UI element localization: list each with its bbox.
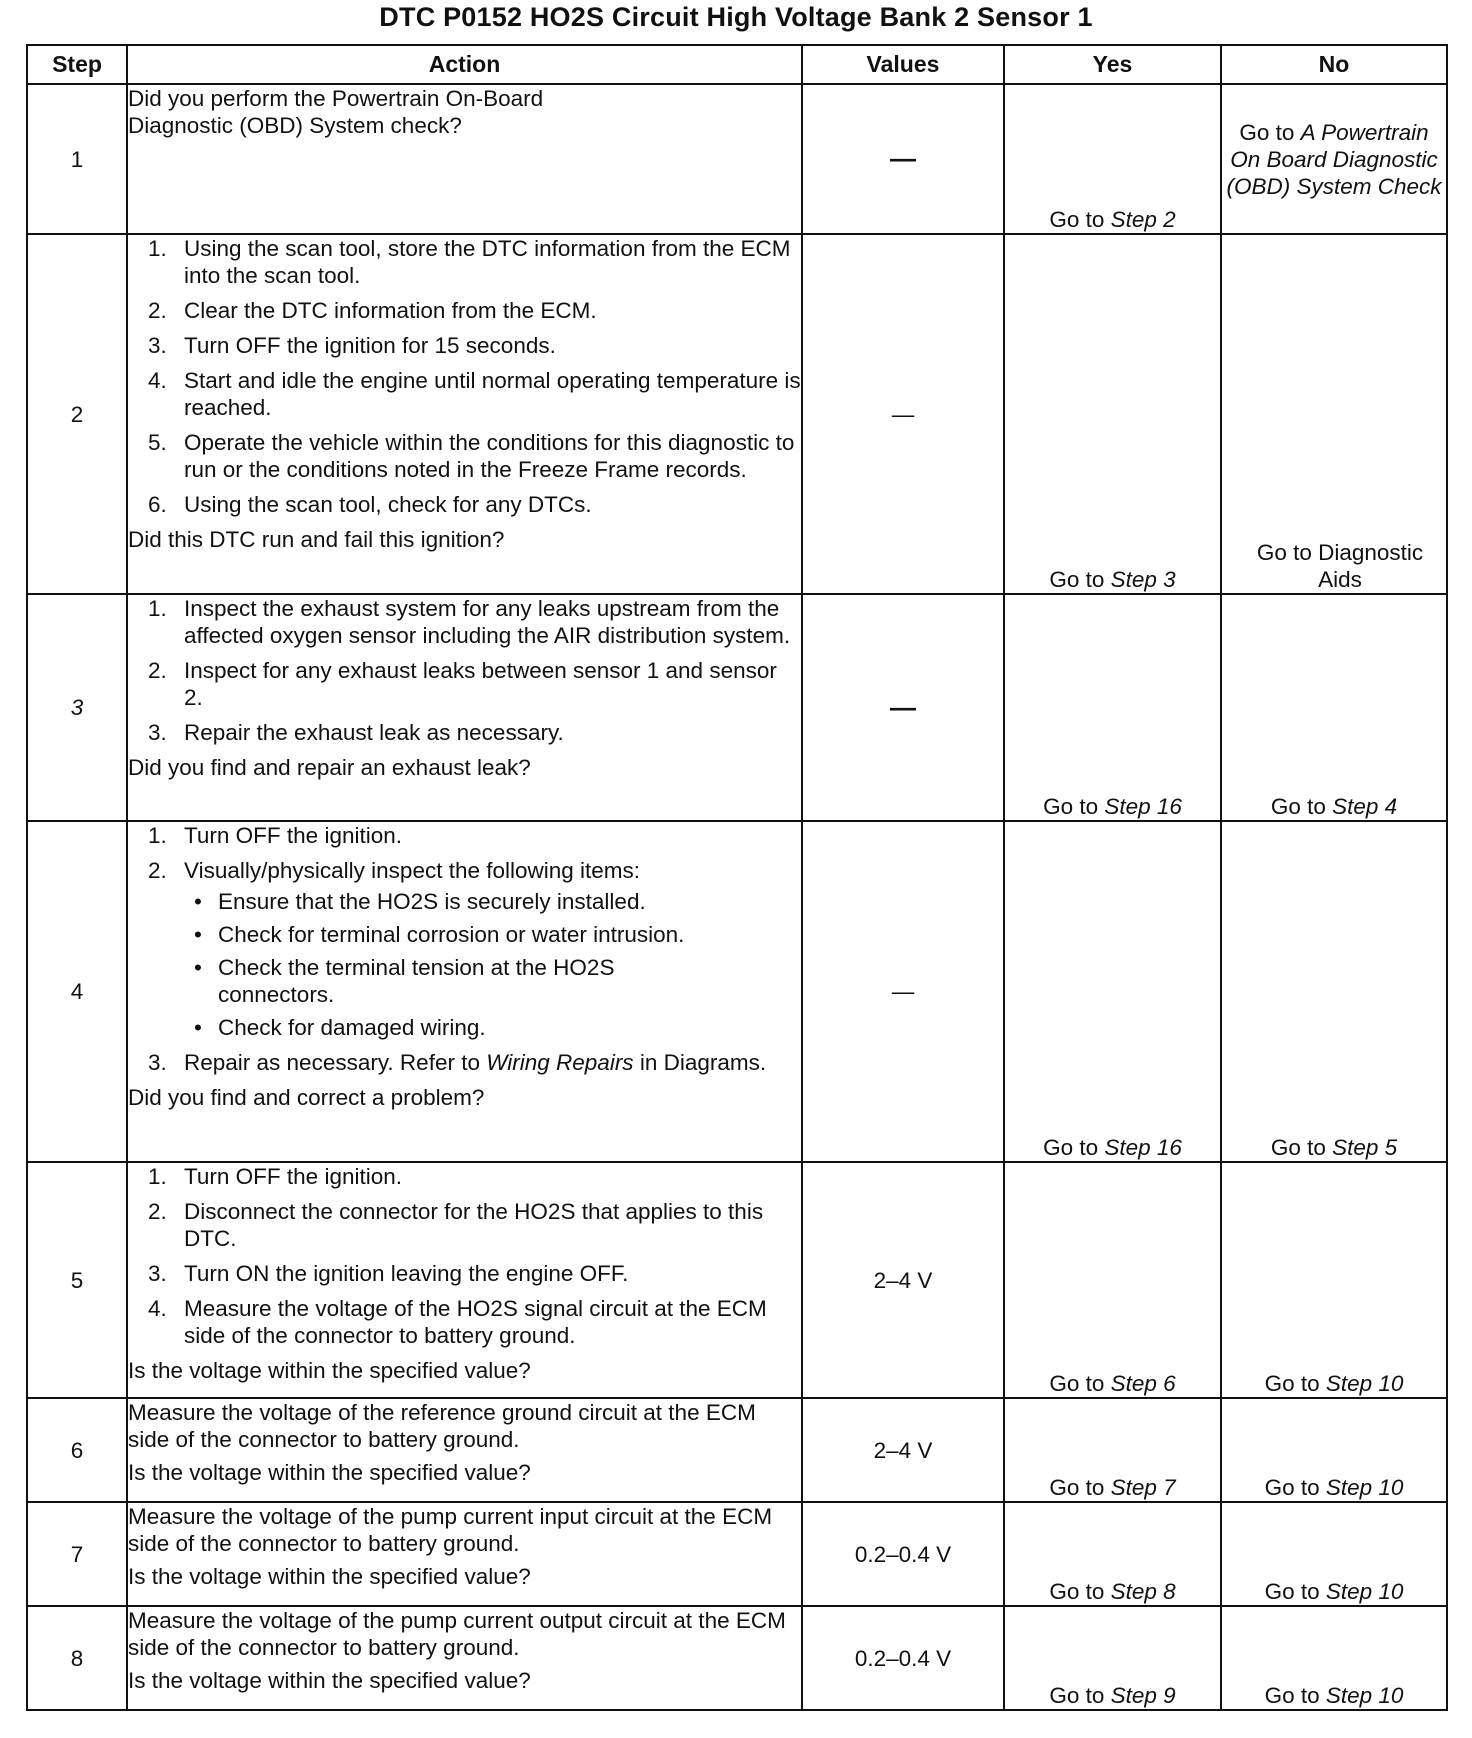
step-number: 4 — [27, 821, 127, 1162]
yes-prefix: Go to — [1049, 1579, 1111, 1604]
values-text: — — [891, 979, 915, 1004]
instruction-text: Operate the vehicle within the conditions for this diagnostic to run or the conditions noted in the Freeze Frame records. — [184, 430, 795, 482]
header-step: Step — [27, 45, 127, 84]
values-text: 0.2–0.4 V — [854, 1541, 952, 1567]
instruction-text: Inspect the exhaust system for any leaks upstream from the affected oxygen sensor including the AIR distribution system. — [184, 596, 791, 648]
instruction-text: Clear the DTC information from the ECM. — [184, 298, 597, 323]
bullet-item — [184, 888, 801, 915]
instruction-item — [128, 235, 801, 289]
instruction-item — [128, 822, 801, 849]
action-cell — [127, 594, 802, 821]
action-text: Measure the voltage of the pump current output circuit at the ECM side of the connector to battery ground. — [128, 1608, 786, 1660]
instruction-item — [128, 719, 801, 746]
action-cell — [127, 1398, 802, 1502]
yes-step-link: Step 16 — [1104, 1135, 1182, 1160]
instruction-number: 6. — [148, 492, 167, 517]
step-number: 6 — [27, 1398, 127, 1502]
yes-cell — [1004, 1162, 1221, 1398]
no-prefix: Go to — [1264, 1475, 1326, 1500]
yes-step-link: Step 7 — [1110, 1475, 1176, 1500]
instruction-number: 1. — [148, 236, 167, 261]
values-text: — — [891, 401, 915, 427]
instruction-number: 2. — [148, 658, 167, 683]
instruction-text: Turn OFF the ignition. — [184, 1164, 403, 1189]
values-cell — [802, 821, 1004, 1162]
header-row — [27, 45, 1447, 84]
no-prefix: Go to — [1239, 119, 1301, 145]
instruction-item — [128, 491, 801, 518]
yes-cell — [1004, 84, 1221, 234]
instruction-item — [128, 1049, 801, 1076]
bullet-text: Check for terminal corrosion or water intrusion. — [218, 922, 685, 947]
instruction-number: 1. — [148, 823, 167, 848]
no-step-link: Step 10 — [1325, 1683, 1404, 1708]
bullet-text: Ensure that the HO2S is securely installed. — [218, 889, 646, 914]
table-row — [27, 821, 1447, 1162]
values-text: — — [890, 691, 916, 722]
action-text: Did you perform the Powertrain On-Board Diagnostic (OBD) System check? — [128, 86, 544, 138]
instruction-number: 3. — [148, 1261, 167, 1286]
table-row — [27, 1162, 1447, 1398]
action-cell — [127, 821, 802, 1162]
instruction-text: Visually/physically inspect the following items: — [184, 858, 641, 883]
instruction-number: 3. — [148, 1050, 167, 1075]
action-cell — [127, 84, 802, 234]
bullet-icon: • — [194, 1015, 202, 1040]
action-cell — [127, 234, 802, 594]
instruction-item — [128, 297, 801, 324]
no-prefix: Go to — [1264, 1683, 1326, 1708]
instruction-list — [128, 595, 801, 746]
question-text: Is the voltage within the specified value? — [128, 1668, 531, 1693]
bullet-text: Check the terminal tension at the HO2S connectors. — [218, 955, 615, 1007]
instruction-item — [128, 595, 801, 649]
step-number: 2 — [27, 234, 127, 594]
no-cell — [1221, 594, 1447, 821]
yes-cell — [1004, 234, 1221, 594]
bullet-icon: • — [194, 955, 202, 980]
no-step-link: Step 4 — [1332, 794, 1398, 819]
instruction-text: Start and idle the engine until normal operating temperature is reached. — [184, 368, 801, 420]
values-text: — — [890, 143, 916, 173]
bullet-icon: • — [194, 922, 202, 947]
yes-prefix: Go to — [1049, 567, 1111, 592]
yes-prefix: Go to — [1049, 1683, 1111, 1708]
action-cell — [127, 1606, 802, 1710]
instruction-number: 1. — [148, 596, 167, 621]
instruction-list — [128, 235, 801, 518]
no-cell — [1221, 1606, 1447, 1710]
yes-cell — [1004, 821, 1221, 1162]
header-action: Action — [127, 45, 802, 84]
no-cell — [1221, 1502, 1447, 1606]
page-title: DTC P0152 HO2S Circuit High Voltage Bank 2 Sensor 1 — [379, 2, 1093, 32]
question-text: Is the voltage within the specified value? — [128, 1460, 531, 1485]
yes-cell — [1004, 594, 1221, 821]
no-cell — [1221, 234, 1447, 594]
header-values: Values — [802, 45, 1004, 84]
instruction-number: 2. — [148, 858, 167, 883]
instruction-text: Using the scan tool, check for any DTCs. — [184, 492, 592, 517]
bullet-item — [184, 921, 801, 948]
values-cell — [802, 1398, 1004, 1502]
yes-prefix: Go to — [1049, 207, 1111, 232]
instruction-text: Measure the voltage of the HO2S signal circuit at the ECM side of the connector to battery ground. — [184, 1296, 767, 1348]
no-step-link: A Powertrain On Board Diagnostic (OBD) System Check — [1226, 119, 1442, 199]
question-text: Did you find and repair an exhaust leak? — [128, 755, 531, 780]
action-text: Measure the voltage of the reference ground circuit at the ECM side of the connector to battery ground. — [128, 1400, 756, 1452]
instruction-number: 1. — [148, 1164, 167, 1189]
header-yes: Yes — [1004, 45, 1221, 84]
table-row — [27, 1502, 1447, 1606]
instruction-text: Repair as necessary. Refer to — [184, 1050, 487, 1075]
instruction-item — [128, 657, 801, 711]
instruction-text: Turn OFF the ignition. — [184, 823, 403, 848]
step-number: 5 — [27, 1162, 127, 1398]
instruction-list — [128, 822, 801, 1076]
bullet-item — [184, 1014, 801, 1041]
instruction-number: 4. — [148, 368, 167, 393]
instruction-number: 4. — [148, 1296, 167, 1321]
no-cell — [1221, 84, 1447, 234]
instruction-number: 2. — [148, 298, 167, 323]
instruction-number: 3. — [148, 720, 167, 745]
yes-step-link: Step 16 — [1104, 794, 1182, 819]
no-cell — [1221, 821, 1447, 1162]
action-cell — [127, 1502, 802, 1606]
no-cell — [1221, 1398, 1447, 1502]
wiring-repairs-reference: Wiring Repairs — [486, 1050, 634, 1075]
yes-step-link: Step 8 — [1110, 1579, 1176, 1604]
instruction-list — [128, 1163, 801, 1349]
diagnostic-table — [26, 44, 1448, 1711]
values-cell — [802, 1162, 1004, 1398]
instruction-text: Turn OFF the ignition for 15 seconds. — [184, 333, 556, 358]
instruction-number: 5. — [148, 430, 167, 455]
instruction-item — [128, 857, 801, 1041]
table-row — [27, 234, 1447, 594]
step-number: 7 — [27, 1502, 127, 1606]
no-prefix: Go to — [1270, 1135, 1333, 1160]
yes-step-link: Step 2 — [1110, 207, 1176, 232]
instruction-item — [128, 429, 801, 483]
yes-prefix: Go to — [1043, 794, 1105, 819]
no-step-link: Step 5 — [1332, 1135, 1398, 1160]
values-text: 0.2–0.4 V — [854, 1645, 952, 1671]
no-prefix: Go to — [1264, 1579, 1326, 1604]
action-text: Measure the voltage of the pump current input circuit at the ECM side of the connector to battery ground. — [128, 1504, 773, 1556]
instruction-text: Using the scan tool, store the DTC information from the ECM into the scan tool. — [184, 236, 791, 288]
table-row — [27, 1606, 1447, 1710]
no-prefix: Go to — [1270, 794, 1333, 819]
values-cell — [802, 1502, 1004, 1606]
yes-step-link: Step 3 — [1110, 567, 1176, 592]
values-text: 2–4 V — [873, 1267, 933, 1293]
instruction-item — [128, 332, 801, 359]
step-number: 3 — [27, 594, 127, 821]
yes-cell — [1004, 1398, 1221, 1502]
yes-step-link: Step 6 — [1110, 1371, 1176, 1396]
instruction-item — [128, 1163, 801, 1190]
bullet-text: Check for damaged wiring. — [218, 1015, 486, 1040]
table-row — [27, 594, 1447, 821]
header-no: No — [1221, 45, 1447, 84]
instruction-item — [128, 1198, 801, 1252]
no-prefix: Go to Diagnostic Aids — [1256, 540, 1424, 592]
instruction-text: Inspect for any exhaust leaks between sensor 1 and sensor 2. — [184, 658, 777, 710]
yes-cell — [1004, 1606, 1221, 1710]
values-text: 2–4 V — [873, 1437, 933, 1463]
instruction-text: Disconnect the connector for the HO2S that applies to this DTC. — [184, 1199, 764, 1251]
yes-cell — [1004, 1502, 1221, 1606]
no-step-link: Step 10 — [1325, 1475, 1404, 1500]
bullet-item — [184, 954, 801, 1008]
values-cell — [802, 594, 1004, 821]
no-cell — [1221, 1162, 1447, 1398]
action-cell — [127, 1162, 802, 1398]
instruction-text: Turn ON the ignition leaving the engine OFF. — [184, 1261, 629, 1286]
instruction-item — [128, 1295, 801, 1349]
step-number: 1 — [27, 84, 127, 234]
question-text: Is the voltage within the specified value? — [128, 1564, 531, 1589]
no-prefix: Go to — [1264, 1371, 1326, 1396]
table-row — [27, 84, 1447, 234]
yes-prefix: Go to — [1049, 1371, 1111, 1396]
bullet-icon: • — [194, 889, 202, 914]
question-text: Is the voltage within the specified value? — [128, 1358, 531, 1383]
yes-prefix: Go to — [1049, 1475, 1111, 1500]
question-text: Did this DTC run and fail this ignition? — [128, 527, 505, 552]
step-number: 8 — [27, 1606, 127, 1710]
instruction-item — [128, 367, 801, 421]
values-cell — [802, 84, 1004, 234]
table-row — [27, 1398, 1447, 1502]
instruction-number: 3. — [148, 333, 167, 358]
yes-prefix: Go to — [1043, 1135, 1105, 1160]
inspection-bullet-list — [184, 888, 801, 1041]
instruction-text-after: in Diagrams. — [633, 1050, 767, 1075]
values-cell — [802, 1606, 1004, 1710]
no-step-link: Step 10 — [1325, 1371, 1404, 1396]
yes-step-link: Step 9 — [1110, 1683, 1176, 1708]
no-step-link: Step 10 — [1325, 1579, 1404, 1604]
instruction-text: Repair the exhaust leak as necessary. — [184, 720, 564, 745]
question-text: Did you find and correct a problem? — [128, 1085, 485, 1110]
values-cell — [802, 234, 1004, 594]
instruction-number: 2. — [148, 1199, 167, 1224]
instruction-item — [128, 1260, 801, 1287]
